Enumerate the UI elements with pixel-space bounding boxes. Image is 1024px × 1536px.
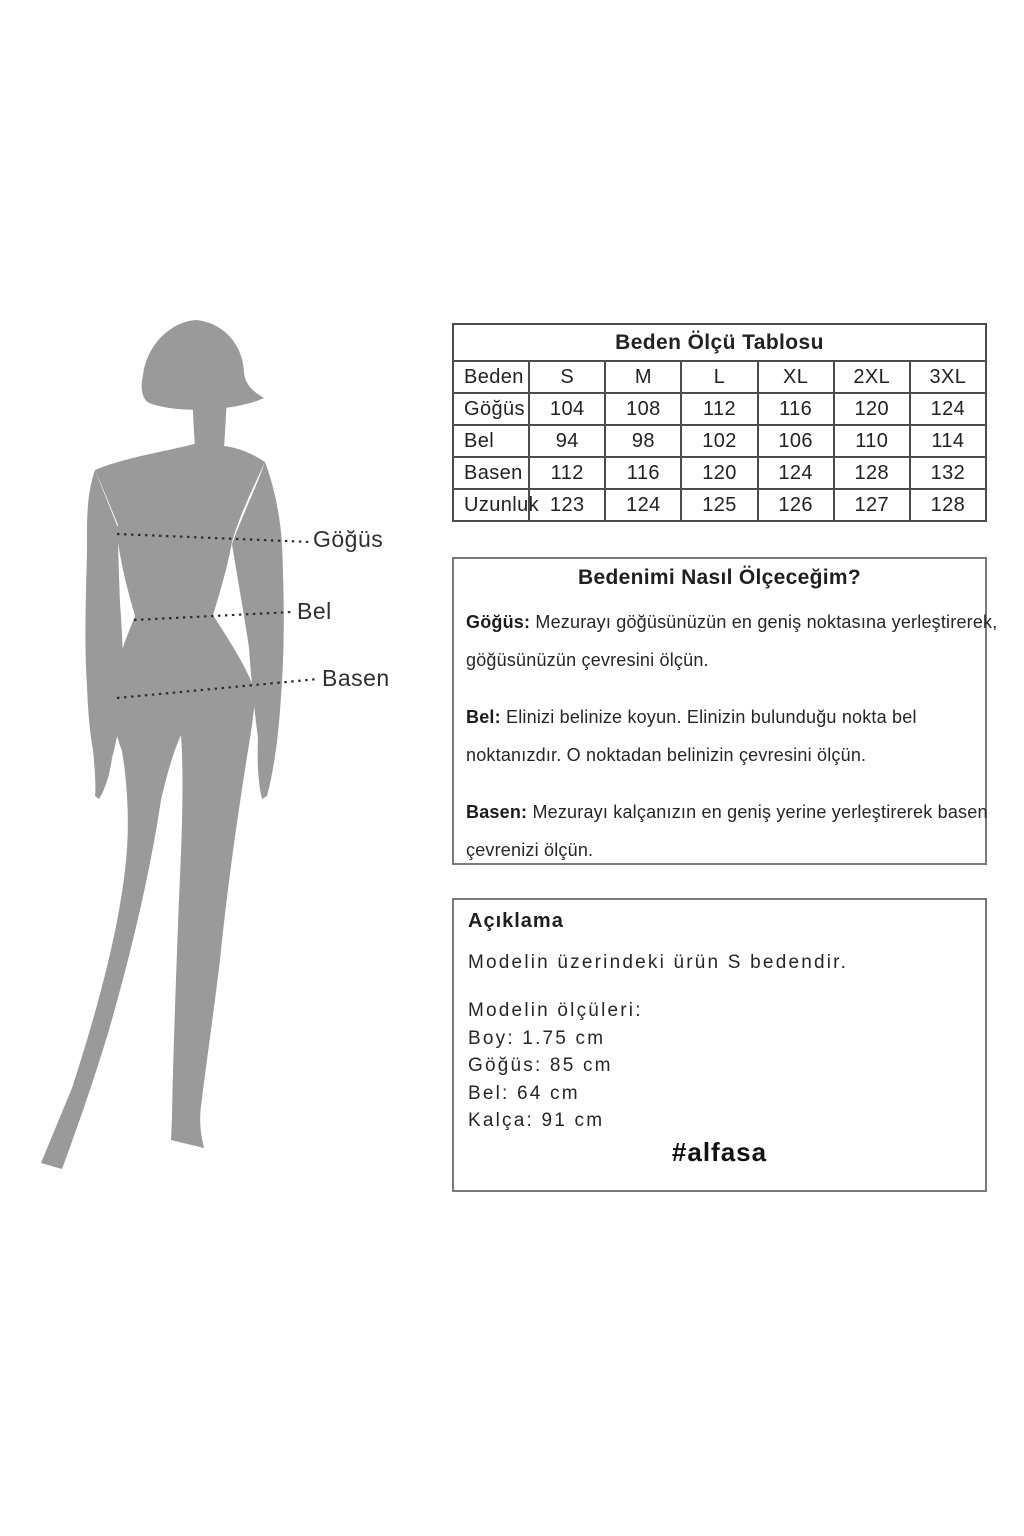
silhouette-neck (192, 396, 227, 449)
size-cell: 112 (529, 457, 605, 489)
measure-guide-panel (452, 557, 998, 865)
model-measurements (468, 997, 971, 1135)
term-hips: Basen: (466, 802, 528, 822)
measure-guide-text: çevrenizi ölçün. (466, 840, 594, 860)
size-cell: 108 (605, 393, 681, 425)
size-table-header-row (453, 361, 986, 393)
measure-guide-text: Mezurayı göğüsünüzün en geniş noktasına yerleştirerek, (535, 612, 998, 632)
description-panel (452, 898, 987, 1192)
waist-label: Bel (297, 598, 332, 624)
body-figure (30, 318, 400, 1220)
size-cell: 124 (605, 489, 681, 521)
size-table (452, 323, 987, 522)
measure-guide-text: noktanızdır. O noktadan belinizin çevresini ölçün. (466, 745, 867, 765)
measure-guide-title: Bedenimi Nasıl Ölçeceğim? (578, 566, 861, 589)
size-cell: 123 (529, 489, 605, 521)
size-table-header-cell: S (529, 361, 605, 393)
size-table-title-row (453, 324, 986, 361)
model-measurement-height: Boy: 1.75 cm (468, 1027, 606, 1049)
model-measurement-chest: Göğüs: 85 cm (468, 1055, 613, 1076)
size-cell: 104 (529, 393, 605, 425)
measure-guide-item-hips (466, 793, 988, 869)
model-size-note: Modelin üzerindeki ürün S bedendir. (468, 952, 849, 973)
size-cell: 128 (910, 489, 986, 521)
measure-guide-item-chest (466, 603, 998, 679)
size-cell: 110 (834, 425, 910, 457)
model-measurements-title: Modelin ölçüleri: (468, 1000, 643, 1021)
size-cell: 102 (681, 425, 757, 457)
size-table-row-chest (453, 393, 986, 425)
size-cell: 124 (758, 457, 834, 489)
row-label: Uzunluk (453, 489, 529, 521)
size-cell: 125 (681, 489, 757, 521)
size-cell: 94 (529, 425, 605, 457)
size-cell: 126 (758, 489, 834, 521)
size-cell: 116 (605, 457, 681, 489)
term-waist: Bel: (466, 707, 501, 727)
measure-guide-text: Elinizi belinize koyun. Elinizin bulunduğu nokta bel (506, 707, 917, 727)
size-table-header-cell: 2XL (834, 361, 910, 393)
size-cell: 120 (834, 393, 910, 425)
model-measurement-waist: Bel: 64 cm (468, 1082, 580, 1104)
description-title: Açıklama (468, 910, 564, 932)
row-label: Göğüs (453, 393, 529, 425)
measure-guide-text: Mezurayı kalçanızın en geniş yerine yerleştirerek basen (532, 802, 988, 822)
size-table-header-cell: L (681, 361, 757, 393)
size-table-header-cell: Beden (453, 361, 529, 393)
silhouette-torso-legs (41, 444, 265, 1169)
row-label: Basen (453, 457, 529, 489)
size-table-row-hips (453, 457, 986, 489)
chest-label: Göğüs (313, 526, 384, 552)
measure-guide-item-waist (466, 698, 973, 774)
size-cell: 116 (758, 393, 834, 425)
size-table-header-cell: 3XL (910, 361, 986, 393)
term-chest: Göğüs: (466, 612, 531, 632)
size-cell: 114 (910, 425, 986, 457)
brand-hashtag: #alfasa (671, 1136, 768, 1167)
size-cell: 98 (605, 425, 681, 457)
size-cell: 127 (834, 489, 910, 521)
size-cell: 124 (910, 393, 986, 425)
size-table-row-length (453, 489, 986, 521)
hips-label: Basen (322, 665, 390, 691)
female-silhouette-graphic (30, 318, 400, 1220)
size-table-header-cell: XL (758, 361, 834, 393)
size-table-row-waist (453, 425, 986, 457)
model-measurement-hips: Kalça: 91 cm (468, 1110, 605, 1131)
measure-guide-text: göğüsünüzün çevresini ölçün. (466, 650, 709, 670)
silhouette-head (142, 320, 264, 410)
size-table-title: Beden Ölçü Tablosu (453, 324, 986, 361)
size-cell: 112 (681, 393, 757, 425)
size-table-header-cell: M (605, 361, 681, 393)
size-cell: 128 (834, 457, 910, 489)
row-label: Bel (453, 425, 529, 457)
size-cell: 120 (681, 457, 757, 489)
size-cell: 132 (910, 457, 986, 489)
size-cell: 106 (758, 425, 834, 457)
